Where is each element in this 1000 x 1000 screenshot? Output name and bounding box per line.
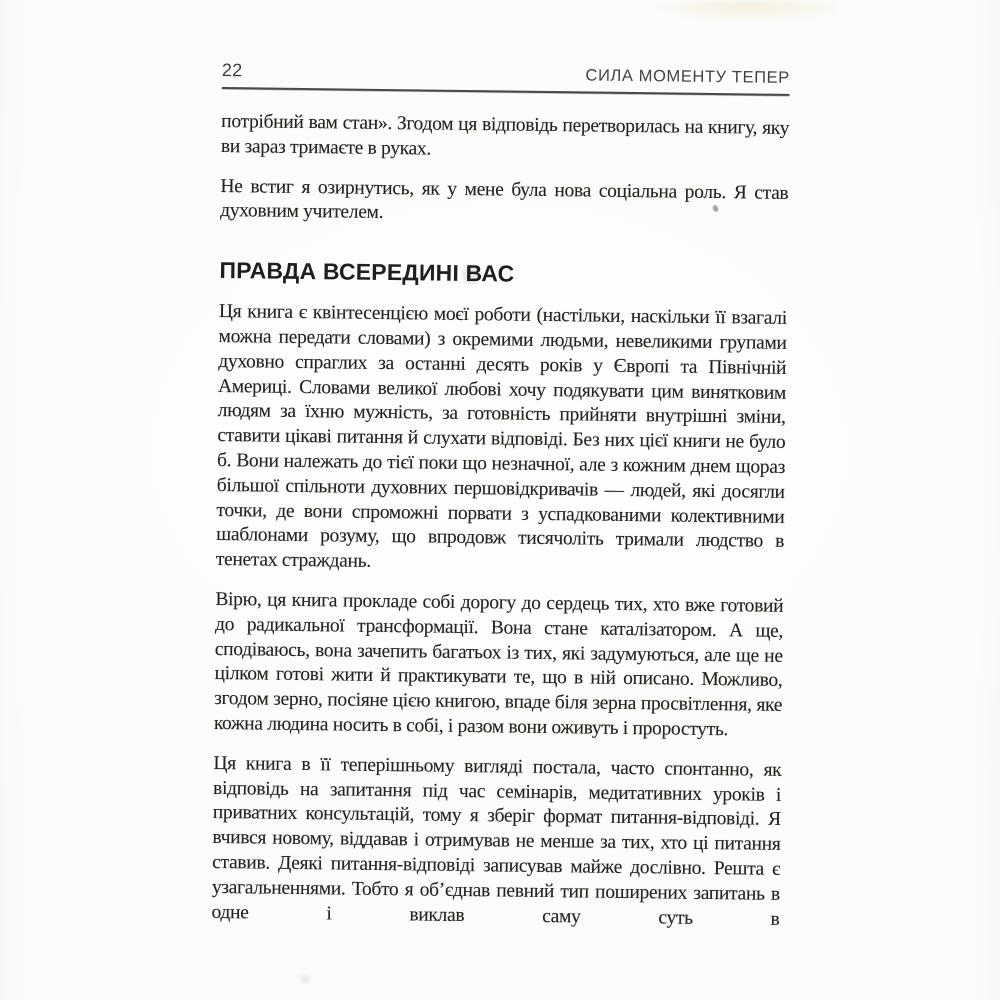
paragraph-continuation: потрібний вам стан». Згодом ця відповідь перетворилась на книгу, яку ви зараз тримаєте в руках. — [220, 110, 790, 160]
scan-tint-artifact — [640, 0, 840, 26]
running-title: СИЛА МОМЕНТУ ТЕПЕР — [585, 66, 790, 87]
paragraph: Не встиг я озирнутись, як у мене була нова соціальна роль. Я став духовним учителем. — [220, 175, 789, 224]
paragraph: Ця книга є квінтесенцією моєї роботи (настільки, наскільки її взагалі можна передати словами) з окремими людьми, невеликими групами духовно спраглих за останні десять років у Європі та Північній Америці. Словами великої любові хочу подякувати цим винятковим людям за їхню мужність, за готовність прийняти внутрішні зміни, ставити цікаві питання й слухати відповіді. Без них цієї книги не було б. Вони належать до тієї поки що незначної, але з кожним днем щораз більшої спільноти духовних першовідкривачів — людей, які досягли точки, де вони спроможні порвати з успадкованими колективними шаблонами розуму, що впродовж тисячоліть тримали людство в тенетах страждань. — [215, 301, 788, 573]
page-body — [211, 110, 789, 932]
paragraph: Вірю, ця книга прокладе собі дорогу до сердець тих, хто вже готовий до радикальної трансформації. Вона стане каталізатором. А ще, сподіваюсь, вона зачепить багатьох із тих, які задумуються, але ще не цілком готові жити й практикувати те, що в ній описано. Можливо, згодом зерно, посіяне цією книгою, впаде біля зерна просвітлення, яке кожна людина носить в собі, і разом вони оживуть і проростуть. — [213, 588, 784, 741]
page-number: 22 — [221, 60, 243, 81]
section-heading: ПРАВДА ВСЕРЕДИНІ ВАС — [219, 257, 515, 287]
scan-smudge-artifact — [300, 975, 310, 983]
paragraph-cut-off: Ця книга в її теперішньому вигляді постала, часто спонтанно, як відповідь на запитання під час семінарів, медитативних уроків і приватних консультацій, тому я зберіг формат питання-відповіді. Я вчився новому, віддавав і отримував не менше за тих, хто ці питання ставив. Деякі питання-відповіді записував майже дослівно. Решта є узагальненнями. Тобто я об’єднав певний тип поширених запитань в одне і виклав саму суть в — [211, 752, 782, 930]
page-content — [211, 60, 790, 932]
